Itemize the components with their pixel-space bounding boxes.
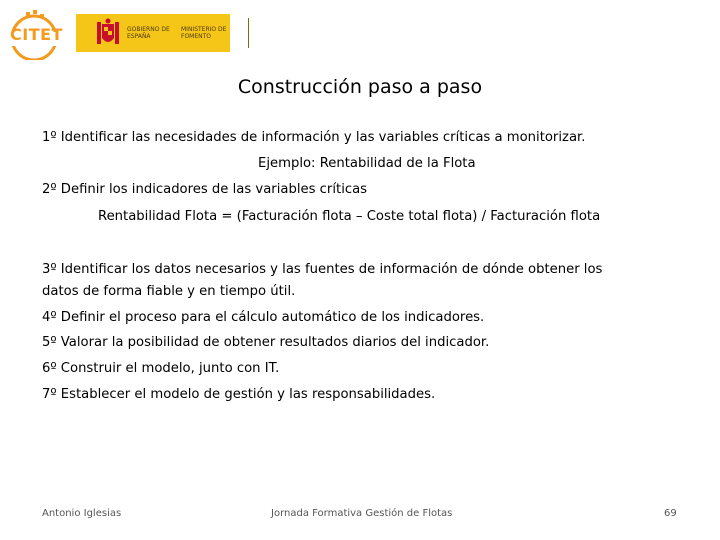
footer-event: Jornada Formativa Gestión de Flotas	[271, 508, 453, 519]
step-5: 5º Valorar la posibilidad de obtener resultados diarios del indicador.	[42, 335, 490, 350]
step-7: 7º Establecer el modelo de gestión y las responsabilidades.	[42, 387, 436, 402]
slide-title: Construcción paso a paso	[237, 76, 483, 98]
coat-of-arms-icon	[95, 18, 121, 48]
ministerio-label: MINISTERIO DE FOMENTO	[181, 26, 227, 40]
step-1-example: Ejemplo: Rentabilidad de la Flota	[258, 156, 476, 171]
footer-page-number: 69	[664, 508, 677, 519]
citet-wordmark: CITET	[10, 25, 63, 44]
step-1: 1º Identificar las necesidades de información y las variables críticas a monitorizar.	[42, 130, 586, 145]
gov-divider	[248, 18, 249, 48]
step-6: 6º Construir el modelo, junto con IT.	[42, 361, 280, 376]
step-2: 2º Definir los indicadores de las variables críticas	[42, 182, 368, 197]
footer-author: Antonio Iglesias	[42, 508, 122, 519]
step-3-line-2: datos de forma fiable y en tiempo útil.	[42, 284, 296, 299]
gobierno-logo	[76, 14, 230, 52]
gobierno-label: GOBIERNO DE ESPAÑA	[127, 26, 170, 40]
step-2-formula: Rentabilidad Flota = (Facturación flota – Coste total flota) / Facturación flota	[98, 209, 601, 224]
step-3-line-1: 3º Identificar los datos necesarios y las fuentes de información de dónde obtener los	[42, 262, 603, 277]
step-4: 4º Definir el proceso para el cálculo automático de los indicadores.	[42, 310, 485, 325]
